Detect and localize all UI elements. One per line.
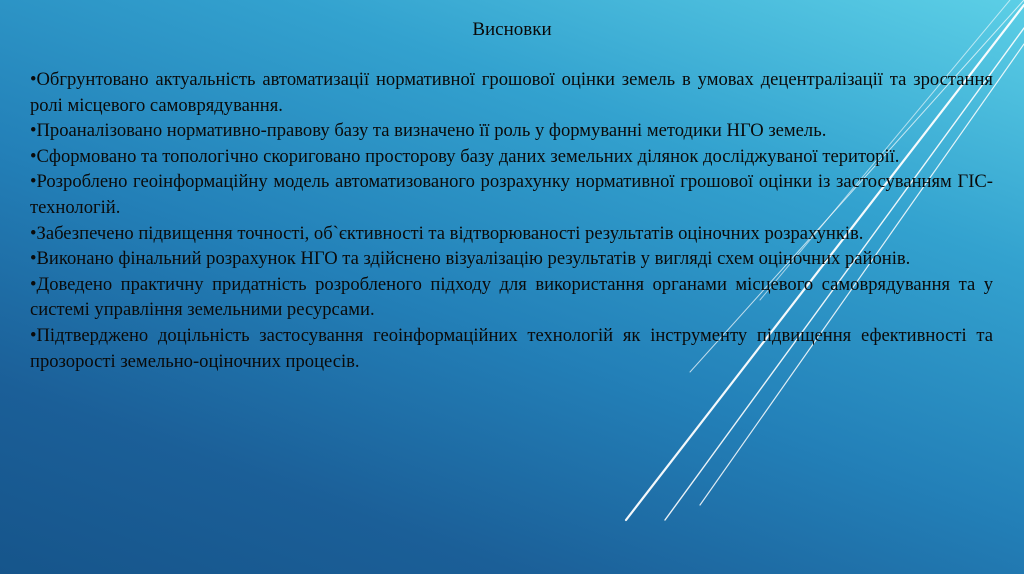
list-item: •Розроблено геоінформаційну модель автоматизованого розрахунку нормативної грошової оцінки із застосуванням ГІС-технологій. bbox=[30, 171, 993, 218]
list-item: •Обгрунтовано актуальність автоматизації нормативної грошової оцінки земель в умовах децентралізації та зростання ролі місцевого самоврядування. bbox=[30, 69, 993, 116]
list-item: •Доведено практичну придатність розробленого підходу для використання органами місцевого самоврядування та у системі управління земельними ресурсами. bbox=[30, 273, 993, 321]
list-item: •Виконано фінальний розрахунок НГО та здійснено візуалізацію результатів у вигляді схем оціночних районів. bbox=[30, 248, 911, 270]
list-item: •Сформовано та топологічно скориговано просторову базу даних земельних ділянок досліджуваної території. bbox=[30, 145, 900, 167]
list-item: •Забезпечено підвищення точності, об`єктивності та відтворюваності результатів оціночних розрахунків. bbox=[30, 222, 864, 244]
conclusions-list bbox=[30, 67, 993, 374]
list-item: •Підтверджено доцільність застосування геоінформаційних технологій як інструменту підвищення ефективності та прозорості земельно-оціночних процесів. bbox=[30, 324, 993, 372]
list-item: •Проаналізовано нормативно-правову базу та визначено її роль у формуванні методики НГО земель. bbox=[30, 120, 827, 142]
slide-title: Висновки bbox=[472, 19, 552, 40]
